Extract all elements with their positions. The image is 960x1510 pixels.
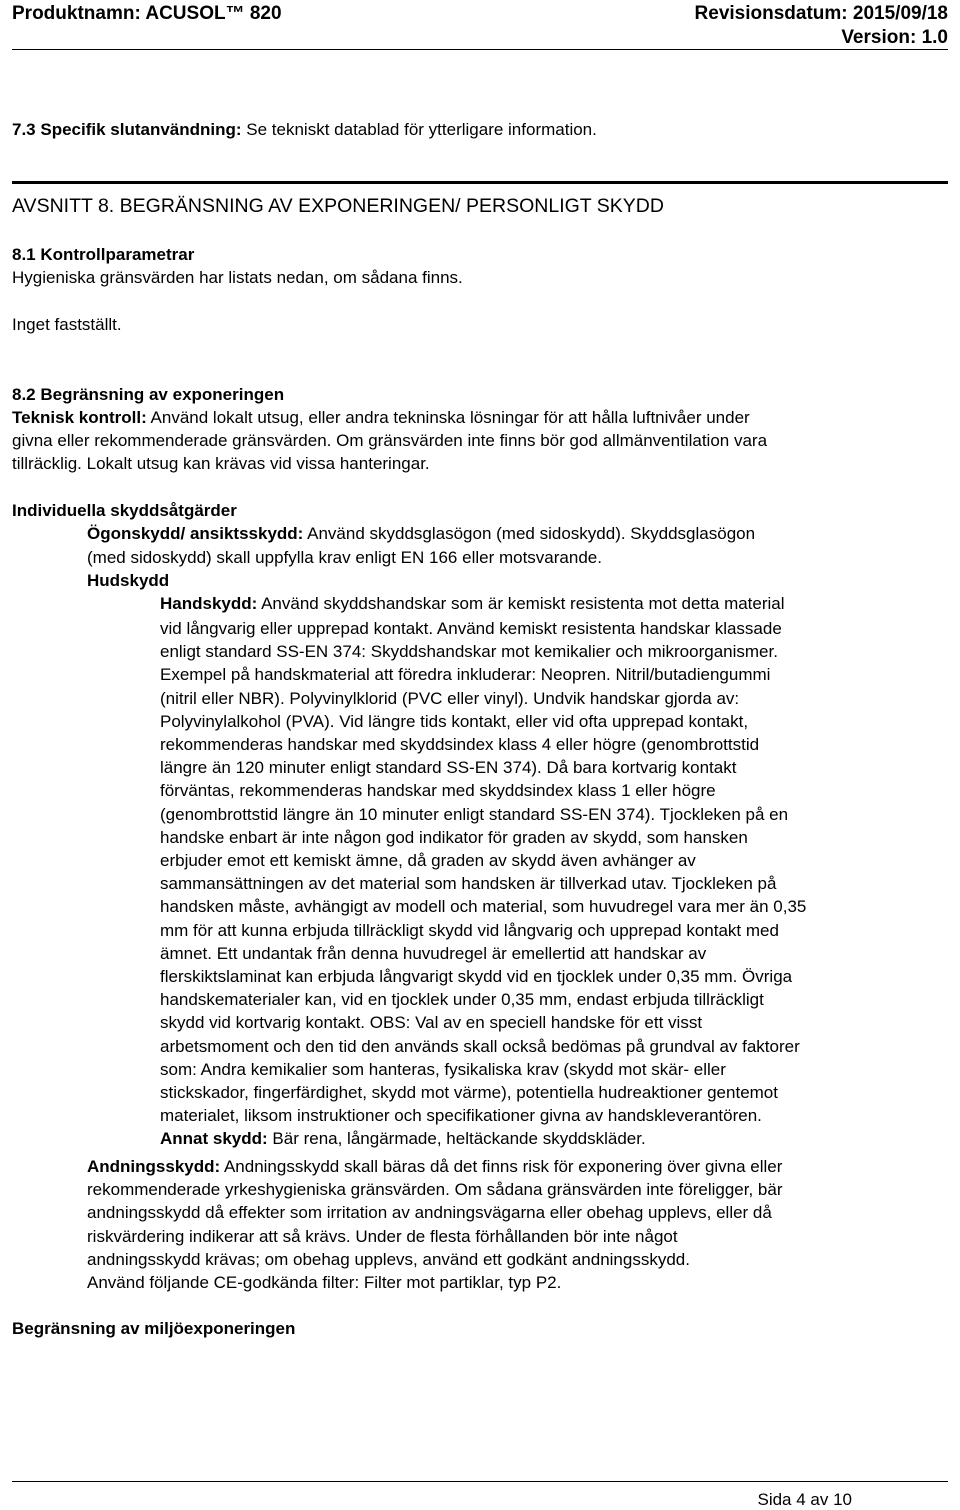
hand-line: materialet, liksom instruktioner och specifikationer givna av handskleverantören.	[160, 1106, 762, 1126]
hand-line: skydd vid kortvarig kontakt. OBS: Val av en speciell handske för ett visst	[160, 1013, 703, 1033]
section-8-rule	[12, 181, 948, 184]
resp-line: Använd följande CE-godkända filter: Filter mot partiklar, typ P2.	[87, 1273, 562, 1293]
eye-protection-line1: Ögonskydd/ ansiktsskydd: Använd skyddsglasögon (med sidoskydd). Skyddsglasögon	[87, 524, 756, 543]
revision-label: Revisionsdatum:	[694, 3, 848, 24]
footer-rule	[12, 1481, 948, 1482]
section-8-1-line2: Inget fastställt.	[12, 315, 122, 334]
hand-line: arbetsmoment och den tid den används skall också bedömas på grundval av faktorer	[160, 1036, 800, 1056]
hand-protection-label: Handskydd:	[160, 594, 258, 613]
respiratory-protection-body	[87, 1155, 783, 1294]
resp-line: rekommenderade yrkeshygieniska gränsvärden. Om sådana gränsvärden inte föreligger, bär	[87, 1180, 783, 1200]
hand-line: ämnet. Ett undantak från denna huvudregel är emellertid att handskar av	[160, 943, 707, 963]
header-product	[12, 3, 282, 25]
section-8-1-heading: 8.1 Kontrollparametrar	[12, 245, 195, 264]
hand-line: handske enbart är inte någon god indikator för graden av skydd, som hansken	[160, 827, 748, 847]
resp-line: andningsskydd då effekter som irritation av andningsvägarna eller obehag upplevs, eller då	[87, 1203, 772, 1223]
section-7-3-text: Se tekniskt datablad för ytterligare information.	[241, 120, 597, 139]
hand-line: handskematerialer kan, vid en tjocklek under 0,35 mm, endast erbjuda tillräckligt	[160, 990, 764, 1010]
hand-line: stickskador, fingerfärdighet, skydd mot värme), potentiella hudreaktioner gentemot	[160, 1083, 778, 1103]
version-value: 1.0	[921, 27, 948, 48]
hand-line: flerskiktslaminat kan erbjuda långvarigt skydd vid en tjocklek under 0,35 mm. Övriga	[160, 967, 793, 987]
hand-line: sammansättningen av det material som handsken är tillverkad utav. Tjockleken på	[160, 874, 777, 894]
hand-line: rekommenderas handskar med skyddsindex klass 4 eller högre (genombrottstid	[160, 735, 760, 755]
page-number: Sida 4 av 10	[757, 1490, 852, 1509]
section-8-1-line1: Hygieniska gränsvärden har listats nedan, om sådana finns.	[12, 268, 463, 287]
hand-line: Polyvinylalkohol (PVA). Vid längre tids kontakt, eller vid ofta upprepad kontakt,	[160, 711, 749, 731]
technical-control-label: Teknisk kontroll:	[12, 408, 147, 427]
hand-line: längre än 120 minuter enligt standard SS-EN 374). Då bara kortvarig kontakt	[160, 758, 737, 778]
other-protection-label: Annat skydd:	[160, 1129, 268, 1149]
hand-line: som: Andra kemikalier som hanteras, fysikaliska krav (skydd mot skär- eller	[160, 1059, 726, 1079]
technical-control-line3: tillräcklig. Lokalt utsug kan krävas vid vissa hanteringar.	[12, 454, 430, 473]
hand-line: vid långvarig eller upprepad kontakt. Använd kemiskt resistenta handskar klassade	[160, 619, 782, 638]
section-7-3	[12, 120, 597, 140]
header-version	[841, 27, 948, 49]
resp-line: Andningsskydd: Andningsskydd skall bäras då det finns risk för exponering över givna eller	[87, 1157, 783, 1176]
product-label: Produktnamn:	[12, 3, 141, 24]
technical-control-line2: givna eller rekommenderade gränsvärden. Om gränsvärden inte finns bör god allmänventilation vara	[12, 431, 768, 450]
resp-line: andningsskydd krävas; om obehag upplevs, använd ett godkänt andningsskydd.	[87, 1249, 690, 1269]
section-7-3-heading: 7.3 Specifik slutanvändning:	[12, 120, 242, 139]
respiratory-protection-label: Andningsskydd:	[87, 1157, 221, 1176]
hand-line: Exempel på handskmaterial att föredra inkluderar: Neopren. Nitril/butadiengummi	[160, 665, 771, 685]
hand-protection-body	[160, 617, 806, 1151]
resp-line: riskvärdering indikerar att så krävs. Under de flesta förhållanden bör inte något	[87, 1226, 678, 1246]
revision-date: 2015/09/18	[852, 3, 948, 24]
other-protection-line: Annat skydd: Bär rena, långärmade, heltäckande skyddskläder.	[160, 1129, 646, 1149]
hand-protection-line1: Handskydd: Använd skyddshandskar som är kemiskt resistenta mot detta material	[160, 594, 785, 613]
hand-line: (nitril eller NBR). Polyvinylklorid (PVC eller vinyl). Undvik handskar gjorda av:	[160, 688, 740, 708]
hand-line: mm för att kunna erbjuda tillräckligt skydd vid långvarig och upprepad kontakt med	[160, 920, 779, 940]
eye-protection-line2: (med sidoskydd) skall uppfylla krav enligt EN 166 eller motsvarande.	[87, 548, 602, 567]
section-8-2-heading: 8.2 Begränsning av exponeringen	[12, 385, 285, 404]
technical-control-line1: Teknisk kontroll: Använd lokalt utsug, eller andra tekninska lösningar för att hålla luftnivåer under	[12, 408, 750, 427]
hand-line: enligt standard SS-EN 374: Skyddshandskar mot kemikalier och mikroorganismer.	[160, 642, 778, 662]
hand-line: erbjuder emot ett kemiskt ämne, då graden av skydd även avhänger av	[160, 851, 696, 871]
hand-line: förväntas, rekommenderas handskar med skyddsindex klass 1 eller högre	[160, 781, 716, 801]
header-revision	[695, 3, 948, 25]
environmental-exposure-heading: Begränsning av miljöexponeringen	[12, 1319, 296, 1338]
header-rule	[12, 49, 948, 50]
eye-protection-label: Ögonskydd/ ansiktsskydd:	[87, 524, 304, 543]
product-name: ACUSOL™ 820	[145, 3, 282, 24]
individual-heading: Individuella skyddsåtgärder	[12, 501, 237, 520]
hand-line: handsken måste, avhängigt av modell och material, som huvudregel vara mer än 0,35	[160, 897, 807, 917]
skin-protection-heading: Hudskydd	[87, 571, 170, 590]
section-8-title: AVSNITT 8. BEGRÄNSNING AV EXPONERINGEN/ PERSONLIGT SKYDD	[12, 195, 664, 217]
hand-line: (genombrottstid längre än 10 minuter enligt standard SS-EN 374). Tjockleken på en	[160, 804, 789, 824]
version-label: Version:	[841, 27, 917, 48]
